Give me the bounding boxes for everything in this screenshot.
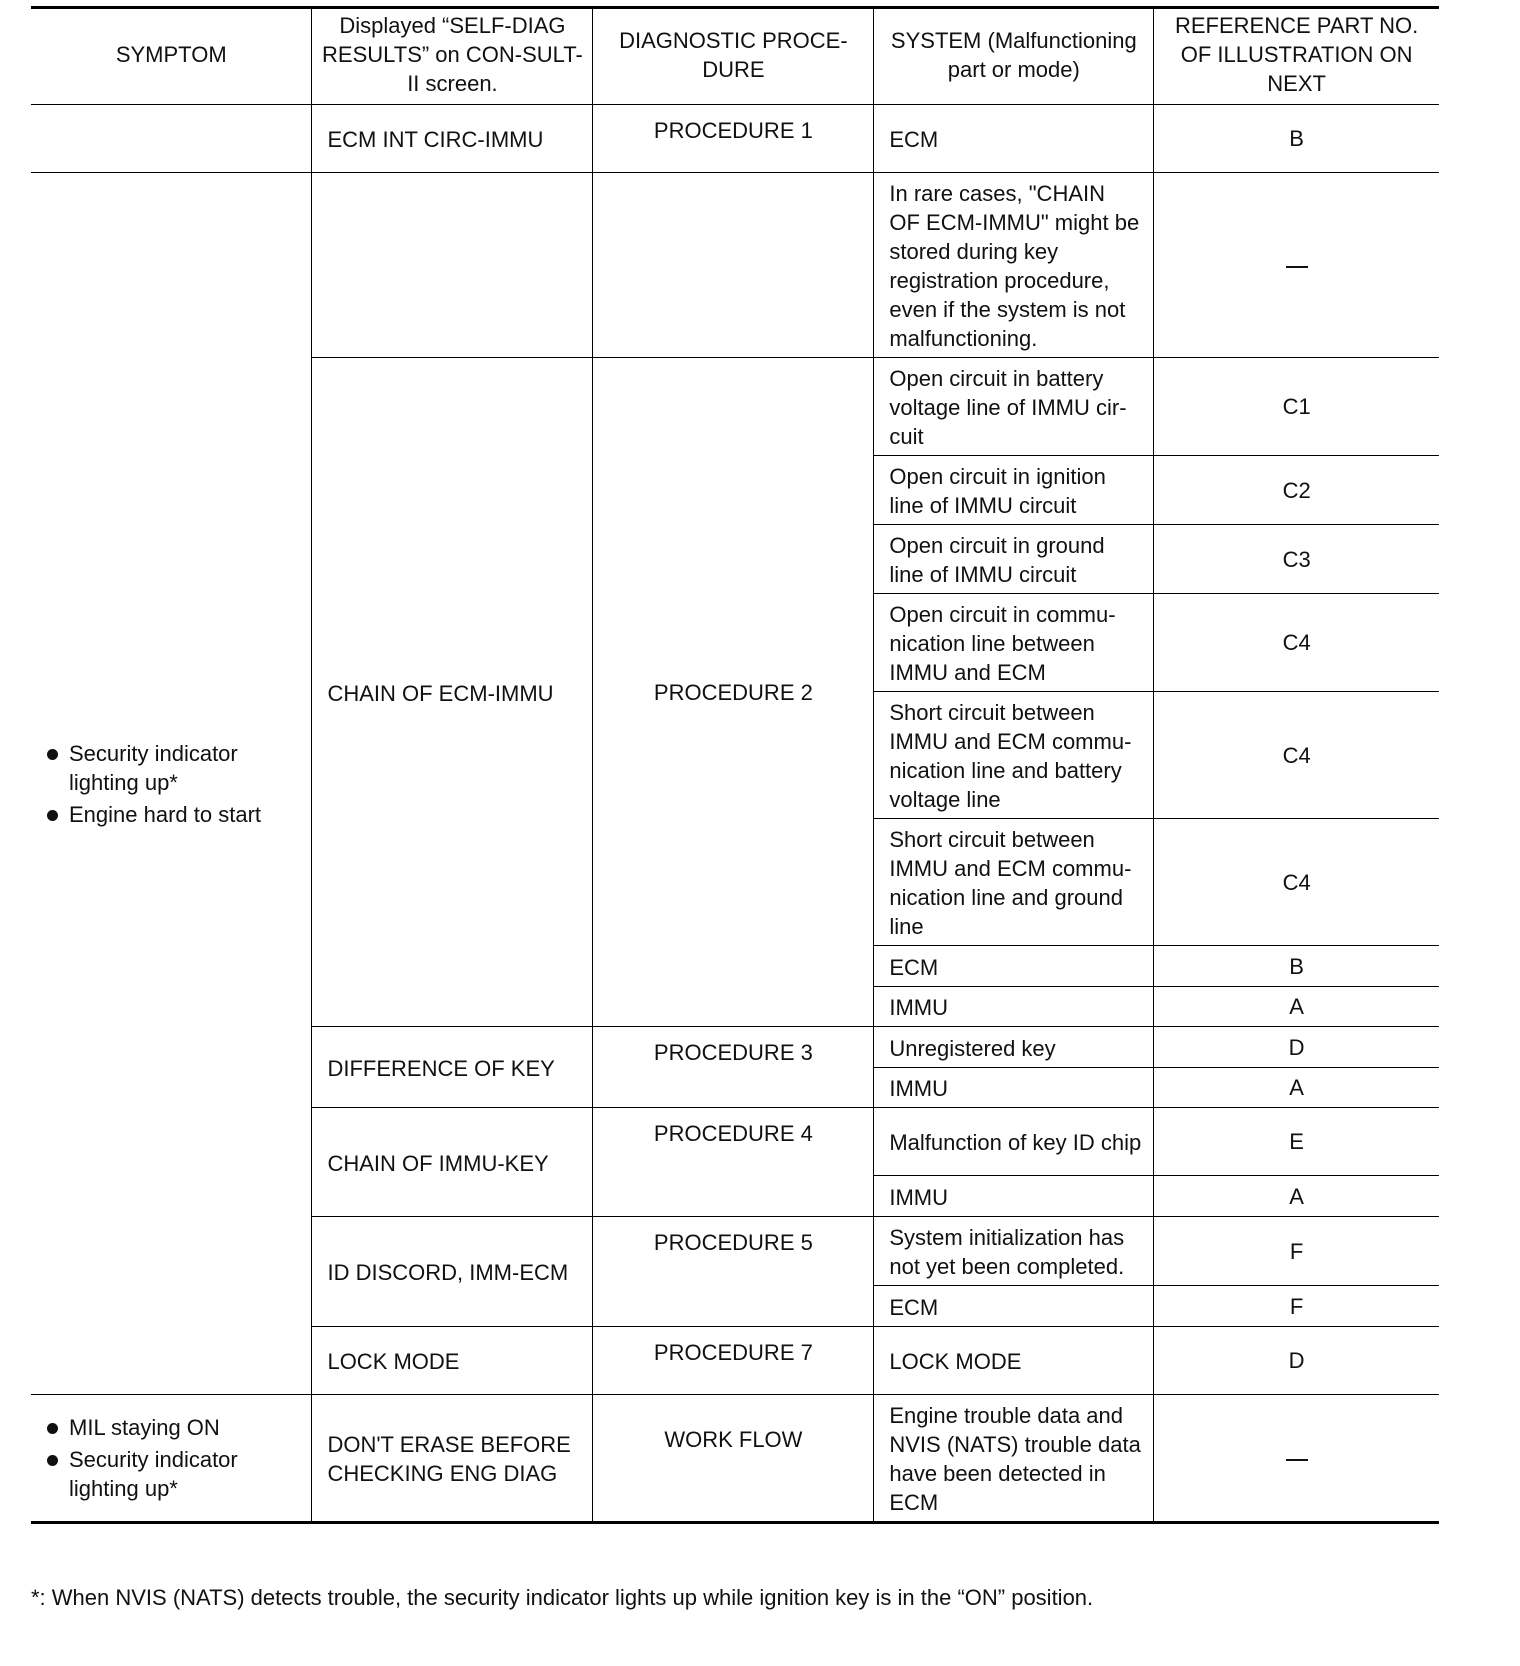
dash-mark — [1286, 1459, 1308, 1461]
dash-mark — [1286, 266, 1308, 268]
system-cell: Open circuit in ground line of IMMU circuit — [874, 525, 1154, 594]
reference-cell: C3 — [1154, 525, 1439, 594]
symptom-text: MIL staying ON — [69, 1415, 220, 1440]
table-row — [31, 173, 1439, 358]
diagnosis-table-container — [31, 6, 1439, 1524]
symptom-bullet — [47, 739, 303, 797]
reference-cell — [1154, 173, 1439, 358]
reference-cell: C1 — [1154, 358, 1439, 456]
procedure-cell: WORK FLOW — [593, 1395, 874, 1523]
self-diag-cell: DON'T ERASE BEFORE CHECKING ENG DIAG — [312, 1395, 593, 1523]
reference-cell: F — [1154, 1286, 1439, 1327]
procedure-cell-empty — [593, 173, 874, 358]
reference-cell: D — [1154, 1327, 1439, 1395]
self-diag-cell-empty — [312, 173, 593, 358]
symptom-cell-empty — [31, 105, 312, 173]
reference-cell: C4 — [1154, 692, 1439, 819]
symptom-text: Engine hard to start — [69, 801, 262, 827]
system-cell: ECM — [874, 105, 1154, 173]
reference-cell: C2 — [1154, 456, 1439, 525]
reference-cell: A — [1154, 1176, 1439, 1217]
reference-cell: B — [1154, 105, 1439, 173]
symptom-bullet — [47, 800, 303, 829]
header-reference: REFERENCE PART NO. OF ILLUSTRATION ON NEXT — [1154, 8, 1439, 105]
system-cell: Short circuit between IMMU and ECM commu-nication line and ground line — [874, 819, 1154, 946]
self-diag-cell: CHAIN OF ECM-IMMU — [312, 358, 593, 1027]
reference-cell: C4 — [1154, 594, 1439, 692]
bullet-icon — [47, 1455, 58, 1466]
reference-cell: F — [1154, 1217, 1439, 1286]
footnote: *: When NVIS (NATS) detects trouble, the security indicator lights up while ignition key is in the “ON” position. — [31, 1585, 1094, 1610]
system-cell: Malfunction of key ID chip — [874, 1108, 1154, 1176]
system-cell: LOCK MODE — [874, 1327, 1154, 1395]
system-cell: IMMU — [874, 987, 1154, 1027]
header-procedure: DIAGNOSTIC PROCE-DURE — [593, 8, 874, 105]
system-cell: System initialization has not yet been completed. — [874, 1217, 1154, 1286]
reference-cell: C4 — [1154, 819, 1439, 946]
system-cell: IMMU — [874, 1176, 1154, 1217]
system-cell: Unregistered key — [874, 1027, 1154, 1068]
symptom-text: Security indicator lighting up* — [69, 1447, 238, 1501]
table-row — [31, 105, 1439, 173]
self-diag-cell: LOCK MODE — [312, 1327, 593, 1395]
reference-cell — [1154, 1395, 1439, 1523]
reference-cell: A — [1154, 987, 1439, 1027]
header-self-diag: Displayed “SELF-DIAG RESULTS” on CON-SULT-II screen. — [312, 8, 593, 105]
system-cell: Short circuit between IMMU and ECM commu-nication line and battery voltage line — [874, 692, 1154, 819]
system-cell: ECM — [874, 946, 1154, 987]
self-diag-cell: CHAIN OF IMMU-KEY — [312, 1108, 593, 1217]
symptom-bullet — [47, 1445, 303, 1503]
system-cell: Open circuit in battery voltage line of IMMU cir-cuit — [874, 358, 1154, 456]
bullet-icon — [47, 810, 58, 821]
self-diag-cell: ID DISCORD, IMM-ECM — [312, 1217, 593, 1327]
header-system: SYSTEM (Malfunctioning part or mode) — [874, 8, 1154, 105]
bullet-icon — [47, 749, 58, 760]
procedure-cell: PROCEDURE 7 — [593, 1327, 874, 1395]
self-diag-results-table — [31, 6, 1439, 1524]
symptom-text: Security indicator lighting up* — [69, 740, 238, 795]
table-row — [31, 1395, 1439, 1523]
bullet-icon — [47, 1423, 58, 1434]
system-cell: In rare cases, "CHAIN OF ECM-IMMU" might be stored during key registration procedure, even if the system is not malfunctioning. — [874, 173, 1154, 358]
header-symptom: SYMPTOM — [31, 8, 312, 105]
reference-cell: D — [1154, 1027, 1439, 1068]
procedure-cell: PROCEDURE 2 — [593, 358, 874, 1027]
table-header-row — [31, 8, 1439, 105]
system-cell: IMMU — [874, 1068, 1154, 1108]
procedure-cell: PROCEDURE 4 — [593, 1108, 874, 1217]
reference-cell: B — [1154, 946, 1439, 987]
symptom-cell — [31, 173, 312, 1395]
procedure-cell: PROCEDURE 5 — [593, 1217, 874, 1327]
symptom-bullet — [47, 1413, 303, 1442]
system-cell: ECM — [874, 1286, 1154, 1327]
reference-cell: A — [1154, 1068, 1439, 1108]
system-cell: Open circuit in commu-nication line between IMMU and ECM — [874, 594, 1154, 692]
symptom-cell — [31, 1395, 312, 1523]
procedure-cell: PROCEDURE 3 — [593, 1027, 874, 1108]
procedure-cell: PROCEDURE 1 — [593, 105, 874, 173]
system-cell: Open circuit in ignition line of IMMU circuit — [874, 456, 1154, 525]
system-cell: Engine trouble data and NVIS (NATS) trouble data have been detected in ECM — [874, 1395, 1154, 1523]
self-diag-cell: DIFFERENCE OF KEY — [312, 1027, 593, 1108]
reference-cell: E — [1154, 1108, 1439, 1176]
self-diag-cell: ECM INT CIRC-IMMU — [312, 105, 593, 173]
